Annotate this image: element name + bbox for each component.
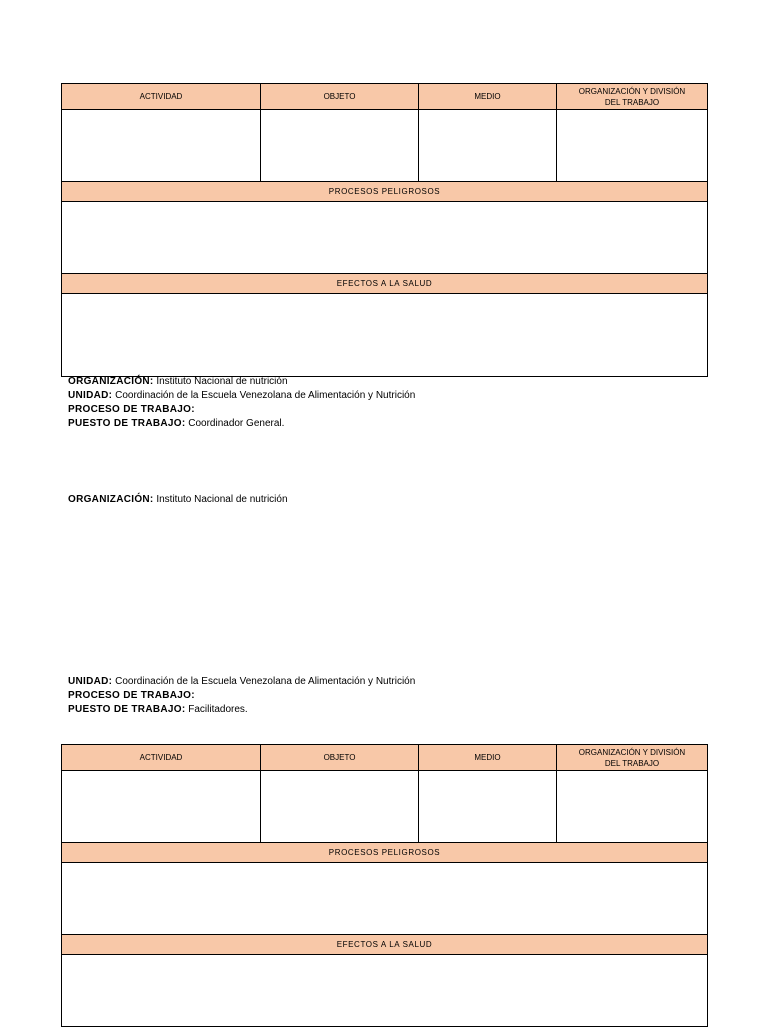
header-efectos-salud: EFECTOS A LA SALUD	[62, 274, 708, 294]
organizacion-label: ORGANIZACIÓN:	[68, 376, 154, 387]
proceso-label: PROCESO DE TRABAJO:	[68, 690, 195, 701]
unidad-value: Coordinación de la Escuela Venezolana de Alimentación y Nutrición	[112, 676, 416, 687]
header-organizacion-line1: ORGANIZACIÓN Y DIVISIÓN	[578, 747, 686, 757]
header-objeto: OBJETO	[261, 745, 419, 771]
organizacion-label: ORGANIZACIÓN:	[68, 494, 154, 505]
cell-efectos-salud[interactable]	[62, 294, 708, 377]
cell-organizacion[interactable]	[557, 771, 708, 843]
puesto-label: PUESTO DE TRABAJO:	[68, 704, 186, 715]
risk-table-2	[61, 744, 708, 1027]
header-efectos-salud: EFECTOS A LA SALUD	[62, 935, 708, 955]
organizacion-value: Instituto Nacional de nutrición	[153, 376, 288, 387]
puesto-line	[68, 417, 415, 431]
header-objeto: OBJETO	[261, 84, 419, 110]
header-actividad: ACTIVIDAD	[62, 84, 261, 110]
unidad-label: UNIDAD:	[68, 390, 113, 401]
unidad-value: Coordinación de la Escuela Venezolana de Alimentación y Nutrición	[112, 390, 416, 401]
header-medio: MEDIO	[419, 84, 557, 110]
header-procesos-peligrosos: PROCESOS PELIGROSOS	[62, 843, 708, 863]
header-organizacion-division	[557, 745, 708, 771]
unidad-line	[68, 389, 415, 403]
cell-actividad[interactable]	[62, 110, 261, 182]
puesto-label: PUESTO DE TRABAJO:	[68, 418, 186, 429]
puesto-value: Coordinador General.	[185, 418, 285, 429]
cell-procesos-peligrosos[interactable]	[62, 202, 708, 274]
cell-objeto[interactable]	[261, 110, 419, 182]
puesto-line	[68, 703, 415, 717]
header-organizacion-line2: DEL TRABAJO	[604, 97, 660, 107]
cell-organizacion[interactable]	[557, 110, 708, 182]
proceso-line	[68, 689, 415, 703]
cell-actividad[interactable]	[62, 771, 261, 843]
header-actividad: ACTIVIDAD	[62, 745, 261, 771]
cell-objeto[interactable]	[261, 771, 419, 843]
header-medio: MEDIO	[419, 745, 557, 771]
proceso-label: PROCESO DE TRABAJO:	[68, 404, 195, 415]
header-organizacion-division	[557, 84, 708, 110]
organizacion-line	[68, 375, 415, 389]
info-block-1	[68, 375, 415, 431]
organizacion-value: Instituto Nacional de nutrición	[153, 494, 288, 505]
risk-table-1	[61, 83, 708, 377]
unidad-line	[68, 675, 415, 689]
unidad-label: UNIDAD:	[68, 676, 113, 687]
cell-procesos-peligrosos[interactable]	[62, 863, 708, 935]
puesto-value: Facilitadores.	[185, 704, 248, 715]
header-procesos-peligrosos: PROCESOS PELIGROSOS	[62, 182, 708, 202]
organizacion-line	[68, 493, 288, 507]
proceso-line	[68, 403, 415, 417]
info-block-3	[68, 675, 415, 717]
header-organizacion-line1: ORGANIZACIÓN Y DIVISIÓN	[578, 86, 686, 96]
cell-efectos-salud[interactable]	[62, 955, 708, 1027]
cell-medio[interactable]	[419, 110, 557, 182]
cell-medio[interactable]	[419, 771, 557, 843]
info-block-2	[68, 493, 288, 507]
header-organizacion-line2: DEL TRABAJO	[604, 758, 660, 768]
